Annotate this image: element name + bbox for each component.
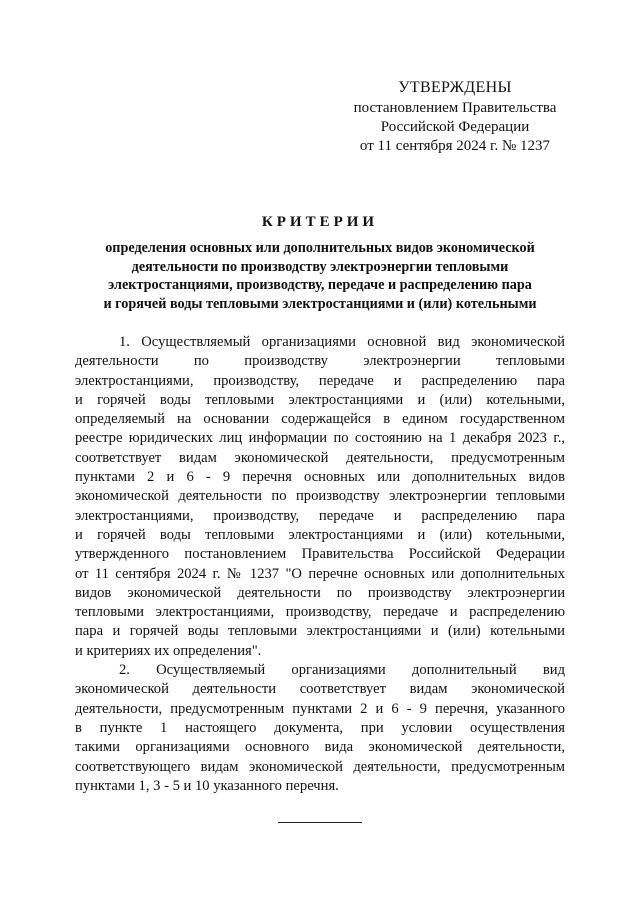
paragraph-line: пунктами 1, 3 - 5 и 10 указанного перечня. [75,777,339,794]
paragraph-line: экономической деятельности по производству электроэнергии тепловыми [75,488,565,505]
paragraph-1 [75,333,565,661]
subtitle-line-2: деятельности по производству электроэнергии тепловыми [131,258,509,275]
paragraph-line: и горячей воды тепловыми электростанциями и (или) котельными, [75,526,565,543]
paragraph-line: определяемый на основании содержащейся в едином государственном [75,411,565,428]
document-body [75,333,565,796]
paragraph-line: пара и горячей воды тепловыми электростанциями и (или) котельными [75,623,565,640]
paragraph-line: соответствует видам экономической деятельности, предусмотренным [75,449,565,466]
approval-line-2: Российской Федерации [380,119,530,135]
paragraph-line: реестре юридических лиц информации по состоянию на 1 декабря 2023 г., [75,430,565,447]
paragraph-line: 2. Осуществляемый организациями дополнительный вид [119,662,565,679]
paragraph-line: 1. Осуществляемый организациями основной вид экономической [119,334,565,350]
paragraph-line: и критериях их определения". [75,642,262,659]
approval-heading: УТВЕРЖДЕНЫ [398,79,512,96]
paragraph-line: утвержденного постановлением Правительства Российской Федерации [75,546,565,563]
approval-block [335,78,575,156]
paragraph-line: электростанциями, производству, передаче и распределению пара [75,372,565,389]
paragraph-line: в пункте 1 настоящего документа, при условии осуществления [75,719,565,736]
paragraph-line: такими организациями основного вида экономической деятельности, [75,739,565,756]
paragraph-line: деятельности, предусмотренным пунктами 2 и 6 - 9 перечня, указанного [75,700,565,717]
document-subtitle [80,239,560,313]
paragraph-line: видов экономической деятельности по производству электроэнергии [75,584,565,601]
paragraph-2 [75,661,565,796]
subtitle-line-4: и горячей воды тепловыми электростанциями и (или) котельными [103,295,537,312]
paragraph-line: пунктами 2 и 6 - 9 перечня основных или дополнительных видов [75,469,565,486]
approval-line-3: от 11 сентября 2024 г. № 1237 [359,138,551,154]
subtitle-line-3: электростанциями, производству, передаче и распределению пара [108,277,532,293]
paragraph-line: соответствующего видам экономической деятельности, предусмотренным [75,758,565,775]
paragraph-line: тепловыми электростанциями, производству, передаче и распределению [75,604,565,621]
paragraph-line: электростанциями, производству, передаче и распределению пара [75,507,565,524]
paragraph-line: деятельности по производству электроэнергии тепловыми [75,353,565,370]
document-title: КРИТЕРИИ [261,214,379,230]
subtitle-line-1: определения основных или дополнительных видов экономической [105,240,535,256]
paragraph-line: и горячей воды тепловыми электростанциями и (или) котельными, [75,391,565,408]
approval-line-1: постановлением Правительства [353,100,557,116]
end-separator-line [278,822,362,823]
paragraph-line: от 11 сентября 2024 г. № 1237 "О перечне основных или дополнительных [75,565,565,582]
paragraph-line: экономической деятельности соответствует видам экономической [75,681,565,698]
